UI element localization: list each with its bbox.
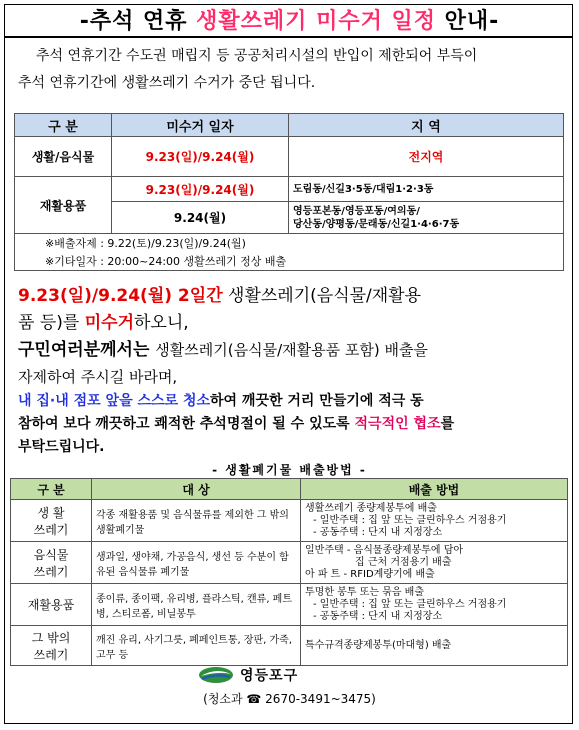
schedule-category: 생활/음식물 [15,137,112,177]
schedule-region-line-2: 당산동/양평동/문래동/신길1·4·6·7동 [293,218,460,230]
intro-text [18,43,563,97]
method-title: - 생활폐기물 배출방법 - [212,463,367,477]
notice-line-3-b: 생활쓰레기(음식물/재활용품 포함) 배출을 [155,341,428,359]
schedule-region [289,202,564,234]
method-detail-line: - 일반주택 : 집 앞 또는 클린하우스 거점용기 [313,514,507,526]
method-detail-line: 투명한 봉투 또는 묶음 배출 [305,586,424,598]
cleanup-clean: 청소 [182,393,210,409]
method-header-target: 대 상 [92,479,301,500]
method-target: 각종 재활용품 및 음식물류를 제외한 그 밖의 생활폐기물 [92,500,301,542]
cleanup-blue: 내 집·내 점포 앞을 스스로 [18,393,183,409]
notice-paragraph [18,283,563,391]
notice-dates: 9.23(일)/9.24(월) 2일간 [18,286,223,306]
schedule-note-row [15,252,564,271]
schedule-category: 재활용품 [15,177,112,234]
method-detail [301,584,568,626]
notice-line-3-a: 구민여러분께서는 [18,340,156,360]
title-prefix: -추석 연휴 [79,9,197,34]
method-detail-line: - 공동주택 : 단지 내 지정장소 [313,526,443,538]
notice-no-collection: 미수거 [84,313,134,333]
method-detail [301,542,568,584]
title-highlight: 생활쓰레기 미수거 일정 [196,9,436,34]
method-target: 종이류, 종이팩, 유리병, 플라스틱, 캔류, 페트병, 스티로폼, 비닐봉투 [92,584,301,626]
district-logo-name: 영등포구 [240,668,299,684]
notice-line-4-text: 자제하여 주시길 바라며, [18,368,178,386]
method-category-line-2: 쓰레기 [33,564,69,579]
method-table [10,478,568,666]
method-target: 생과일, 생야채, 가공음식, 생선 등 수분이 함유된 음식물류 폐기물 [92,542,301,584]
method-detail-line: 일반주택 - 음식물종량제봉투에 담아 [305,544,464,556]
cleanup-rest-1: 하여 깨끗한 거리 만들기에 적극 동 [210,393,424,409]
schedule-header-category: 구 분 [15,114,112,137]
cleanup-line-1 [18,390,563,413]
schedule-region: 전지역 [289,137,564,177]
table-row [15,177,564,202]
title-suffix: 안내- [436,9,500,34]
table-row [15,137,564,177]
method-category-line-1: 그 밖의 [31,630,71,645]
notice-line-2-b: 하오니, [134,313,189,333]
cleanup-cooperation: 적극적인 협조 [354,416,441,432]
method-header-method: 배출 방법 [301,479,568,500]
method-target: 깨진 유리, 사기그릇, 폐페인트통, 장판, 가죽, 고무 등 [92,626,301,666]
schedule-date: 9.24(월) [112,202,289,234]
schedule-region: 도림동/신길3·5동/대림1·2·3동 [289,177,564,202]
cleanup-line-3: 부탁드립니다. [18,439,105,455]
schedule-header-row [15,114,564,137]
notice-line-2 [18,310,563,337]
intro-line-2: 추석 연휴기간에 생활쓰레기 수거가 중단 됩니다. [18,75,316,91]
schedule-date: 9.23(일)/9.24(월) [112,177,289,202]
notice-line-2-a: 품 등)를 [18,313,85,333]
title-divider [4,36,573,38]
notice-line-4 [18,364,563,391]
cleanup-rest-2: 를 [440,416,455,432]
cleanup-line-2 [18,413,563,436]
method-category [11,584,92,626]
method-detail [301,626,568,666]
table-row [11,500,568,542]
intro-line-1: 추석 연휴기간 수도권 매립지 등 공공처리시설의 반입이 제한되어 부득이 [36,48,478,64]
schedule-note-1: ※배출자제 : 9.22(토)/9.23(일)/9.24(월) [15,234,564,253]
method-category [11,542,92,584]
table-row [11,584,568,626]
cleanup-line-2-text: 참하여 보다 깨끗하고 쾌적한 추석명절이 될 수 있도록 [18,416,355,432]
method-detail-line: - 일반주택 : 집 앞 또는 클린하우스 거점용기 [313,598,507,610]
table-row [11,542,568,584]
schedule-region-line-1: 영등포본동/영등포동/여의동/ [293,205,420,217]
schedule-note-row [15,234,564,253]
method-detail [301,500,568,542]
schedule-note-2: ※기타일자 : 20:00~24:00 생활쓰레기 정상 배출 [15,252,564,271]
method-detail-line: 생활쓰레기 종량제봉투에 배출 [305,502,437,514]
notice-line-3 [18,337,563,364]
page-title [0,4,579,35]
notice-line-1-rest: 생활쓰레기(음식물/재활용 [222,286,422,306]
method-detail-line: - 공동주택 : 단지 내 지정장소 [313,610,443,622]
table-row [11,626,568,666]
schedule-date: 9.23(일)/9.24(월) [112,137,289,177]
method-category-line-1: 생 활 [37,505,65,520]
method-category-line-1: 음식물 [33,547,69,562]
method-category-line-2: 쓰레기 [33,647,69,662]
method-detail-line: 특수규격종량제봉투(마대형) 배출 [305,639,452,651]
method-header-row [11,479,568,500]
district-logo [198,665,298,685]
method-category [11,500,92,542]
cleanup-paragraph [18,390,563,459]
method-category [11,626,92,666]
method-category-line-2: 쓰레기 [33,522,69,537]
schedule-table [14,113,564,271]
district-logo-icon [198,665,234,685]
schedule-header-date: 미수거 일자 [112,114,289,137]
method-header-category: 구 분 [11,479,92,500]
method-detail-line: 집 근처 거점용기 배출 [355,556,452,568]
contact-info: (청소과 ☎ 2670-3491~3475) [203,692,376,706]
schedule-header-region: 지 역 [289,114,564,137]
method-category-line-1: 재활용품 [27,598,75,612]
notice-line-1 [18,283,563,310]
method-detail-line: 아 파 트 - RFID계량기에 배출 [305,568,435,580]
